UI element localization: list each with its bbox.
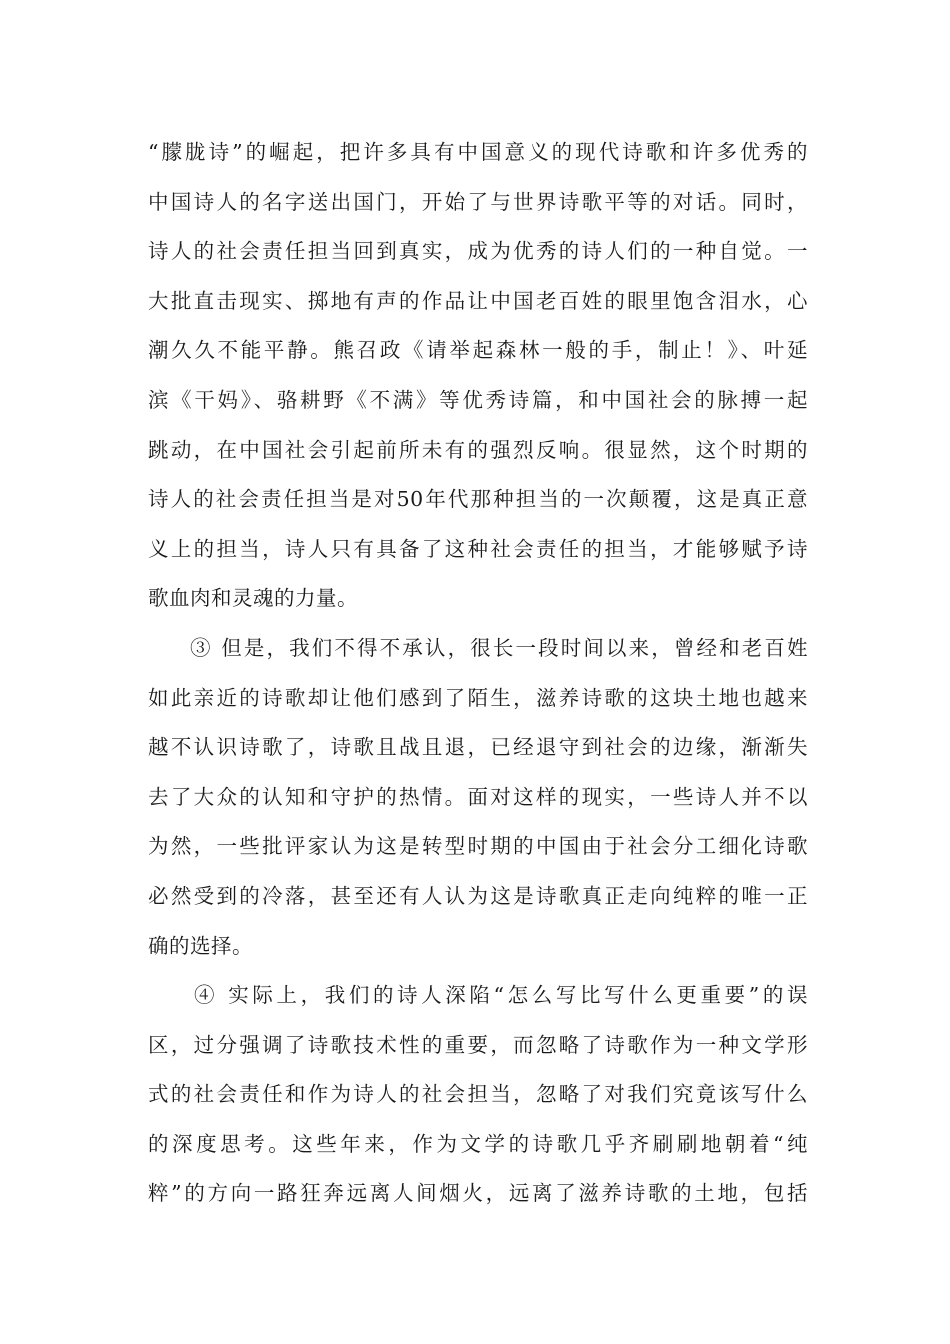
text-line: 中国诗人的名字送出国门，开始了与世界诗歌平等的对话。同时，: [148, 189, 808, 214]
text-line: 滨《干妈》、骆耕野《不满》等优秀诗篇，和中国社会的脉搏一起: [148, 387, 808, 412]
text-line: 跳动，在中国社会引起前所未有的强烈反响。很显然，这个时期的: [148, 437, 808, 462]
paragraph-4-start: ④ 实际上，我们的诗人深陷“怎么写比写什么更重要”的误: [194, 983, 808, 1008]
text-line: 区，过分强调了诗歌技术性的重要，而忽略了诗歌作为一种文学形: [148, 1032, 808, 1057]
text-line: 式的社会责任和作为诗人的社会担当，忽略了对我们究竟该写什么: [148, 1082, 808, 1107]
paragraph-3-start: ③ 但是，我们不得不承认，很长一段时间以来，曾经和老百姓: [190, 635, 808, 660]
text-line: 确的选择。: [148, 933, 253, 958]
text-line: 去了大众的认知和守护的热情。面对这样的现实，一些诗人并不以: [148, 784, 808, 809]
text-line: 越不认识诗歌了，诗歌且战且退，已经退守到社会的边缘，渐渐失: [148, 735, 808, 760]
text-line: 诗人的社会责任担当回到真实，成为优秀的诗人们的一种自觉。一: [148, 239, 808, 264]
text-line: 诗人的社会责任担当是对50年代那种担当的一次颠覆，这是真正意: [148, 487, 808, 512]
text-line: “朦胧诗”的崛起，把许多具有中国意义的现代诗歌和许多优秀的: [148, 140, 808, 164]
text-line: 如此亲近的诗歌却让他们感到了陌生，滋养诗歌的这块土地也越来: [148, 685, 808, 710]
text-line: 大批直击现实、掷地有声的作品让中国老百姓的眼里饱含泪水，心: [148, 288, 808, 313]
body-text: [148, 128, 808, 1219]
text-line: 歌血肉和灵魂的力量。: [148, 586, 358, 611]
text-line: 义上的担当，诗人只有具备了这种社会责任的担当，才能够赋予诗: [148, 536, 808, 561]
text-line: 必然受到的冷落，甚至还有人认为这是诗歌真正走向纯粹的唯一正: [148, 883, 808, 908]
text-line: 潮久久不能平静。熊召政《请举起森林一般的手，制止！》、叶延: [148, 338, 808, 363]
text-line: 粹”的方向一路狂奔远离人间烟火，远离了滋养诗歌的土地，包括: [148, 1181, 808, 1206]
text-line: 为然，一些批评家认为这是转型时期的中国由于社会分工细化诗歌: [148, 834, 808, 859]
text-line: 的深度思考。这些年来，作为文学的诗歌几乎齐刷刷地朝着“纯: [148, 1131, 808, 1156]
